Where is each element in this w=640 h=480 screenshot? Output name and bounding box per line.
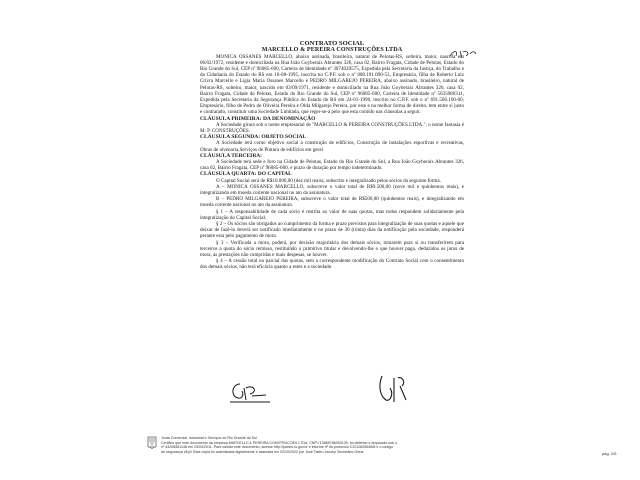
registry-footer bbox=[147, 436, 640, 466]
clause-1-text: A Sociedade girara sob o nome empresarial de "MARCELLO & PEREIRA CONSTRUÇÕES LTDA.", o nome fantasia é M. P. CONSTRUÇÕES. bbox=[200, 121, 464, 134]
intro-paragraph: MONICA OSSANES MARCELLO, abaixo assinada, brasileira, natural de Pelotas-RS, solteira, maior, nascida em 06/02/1972, residente e domiciliada na Rua João Goyberaix Abrantes 326, casa 02, Bairro Fragata, Cidade de Pelotas, Estado do Rio Grande do Sul, CEP nº 96085-600, Carteira de Identidade nº 3074020575, Expedida pela Secretaria da Justiça, do Trabalho e da Cidadania do Estado do RS em 16-08-1995, inscrita no C.P.F. sob o nº 808.191.090-53, Empresária, filha de Roberto Luiz Crivra Marcello e Ligia Maria Ossanes Marcello e PEDRO MILGAREJO PEREIRA, abaixo assinado, brasileiro, natural de Pelotas-RS, solteiro, maior, nascido em 03/09/1971, residente e domiciliado na Rua João Goyberaix Abrantes 326, casa 02, Bairro Fragata, Cidade de Pelotas, Estado do Rio Grande do Sul, CEP nº 96085-600, Carteira de Identidade nº 5035080311, Expedida pela Secretaria da Segurança Pública do Estado do RS em 24-01-1990, inscrito no C.P.F. sob o nº 691.500.100-00, Empresário, filho de Pedro de Oliveira Pereira e Olda Milgarejo Pereira, por este e na melhor forma de direito, tem entre si justo e contratado, constituir uma Sociedade Limitada, que reger-se-á pelo que esta contido nas cláusulas a seguir. bbox=[200, 53, 464, 116]
signature-left bbox=[226, 378, 274, 406]
company-name: MARCELLO & PEREIRA CONSTRUÇÕES LTDA bbox=[261, 47, 403, 53]
clause-4-paragraph-2: § 2 – Os sócios são obrigados ao cumprimento da forma e prazo previstos para integralização de suas quotas e aquele que deixar de fazê-lo deverá ser notificado imediatamente e no prazo de 30 (trinta) dias da notificação pela sociedade, responderá perante esta pelo pagamento de mora. bbox=[200, 220, 464, 240]
clause-4-paragraph-3: § 3 – Verificada a mora, poderá, por decisão majoritária dos demais sócios, tomarem para si ou transferirem para terceiros a quota do sócio remisso, restituindo o primitivo titular e devolvendo-lhe o que houver pago, deduzidos os juros de mora, as prestações não cumpridas e mais despesas, se houver. bbox=[200, 239, 464, 258]
clause-4-text-partner-a: A – MONICA OSSANES MARCELLO, subscreve o valor total de R$9.500,00 (nove mil e quinhentos reais), e integralizando em moeda corrente nacional no ato da assinatura. bbox=[200, 183, 464, 196]
signature-right bbox=[376, 372, 412, 406]
clause-3-text: A Sociedade terá sede e foro na Cidade de Pelotas, Estado do Rio Grande do Sul, a Rua João Goyberaix Abrantes 326, casa 02, Bairro Fragata, CEP nº 96085-600, e prazo de duração por tempo indeterminado. bbox=[200, 158, 464, 172]
state-seal-icon bbox=[147, 436, 157, 450]
clause-2-heading: CLÁUSULA SEGUNDA: OBJETO SOCIAL bbox=[200, 134, 307, 141]
clause-3-heading: CLÁUSULA TERCEIRA: bbox=[200, 152, 263, 159]
header-initials-signature bbox=[448, 48, 478, 60]
document-title: CONTRATO SOCIAL bbox=[299, 40, 365, 47]
footer-line-3: nº 43206581148 em 25/04/2011. Para validar este documento, acesse http://jucisrs.rs.gov.br e informe nº do protocolo C2210625648/8 e o código bbox=[161, 445, 393, 450]
clause-2-text: A Sociedade terá como objetivo social a construção de edifícios, Construção de instalações esportivas e recreativas, Obras de alvenaria,Serviços de Pintura de edifícios em geral bbox=[200, 140, 464, 153]
footer-line-1: Junta Comercial, Industrial e Serviços do Rio Grande do Sul bbox=[161, 436, 257, 440]
footer-line-2: Certifico que este documento da empresa MARCELLO & PEREIRA CONSTRUCOES LTDA, CNPJ 13869786000109, foi deferido e arquivado sob o bbox=[161, 440, 398, 445]
clause-4-paragraph-4: § 4 – A cessão total ou parcial das quotas, sem a correspondente modificação do Contrato Social com o consentimento dos demais sócios, não terá eficácia quanto a estes e a sociedade. bbox=[200, 258, 464, 271]
footer-line-4: de segurança zEyV Esta cópia foi autenticada digitalmente e assinada em 02/10/2022 por José Tadeu Jacoby Secretário-Geral. bbox=[161, 449, 365, 454]
clause-4-paragraph-1: § 1 – A responsabilidade de cada sócio é restrita ao valor de suas quotas, mas todos respondem solidariamente pela integralização do Capital Social. bbox=[200, 208, 464, 221]
clause-4-text-capital: O Capital Social será de R$10.000,00 (dez mil reais), subscrito e integralizado pelos sócios da seguinte forma. bbox=[216, 177, 441, 184]
clause-1-heading: CLÁUSULA PRIMEIRA: DA DENOMINAÇÃO bbox=[200, 115, 316, 122]
contract-body bbox=[200, 40, 464, 271]
clause-4-heading: CLÁUSULA QUARTA: DO CAPITAL bbox=[200, 171, 292, 178]
page-number: pág. 2/6 bbox=[602, 451, 617, 456]
clause-4-text-partner-b: B – PEDRO MILGAREJO PEREIRA, subscreve o valor total de R$500,00 (quinhentos reais), e integralizando em moeda corrente nacional no ato da assinatura. bbox=[200, 196, 464, 209]
